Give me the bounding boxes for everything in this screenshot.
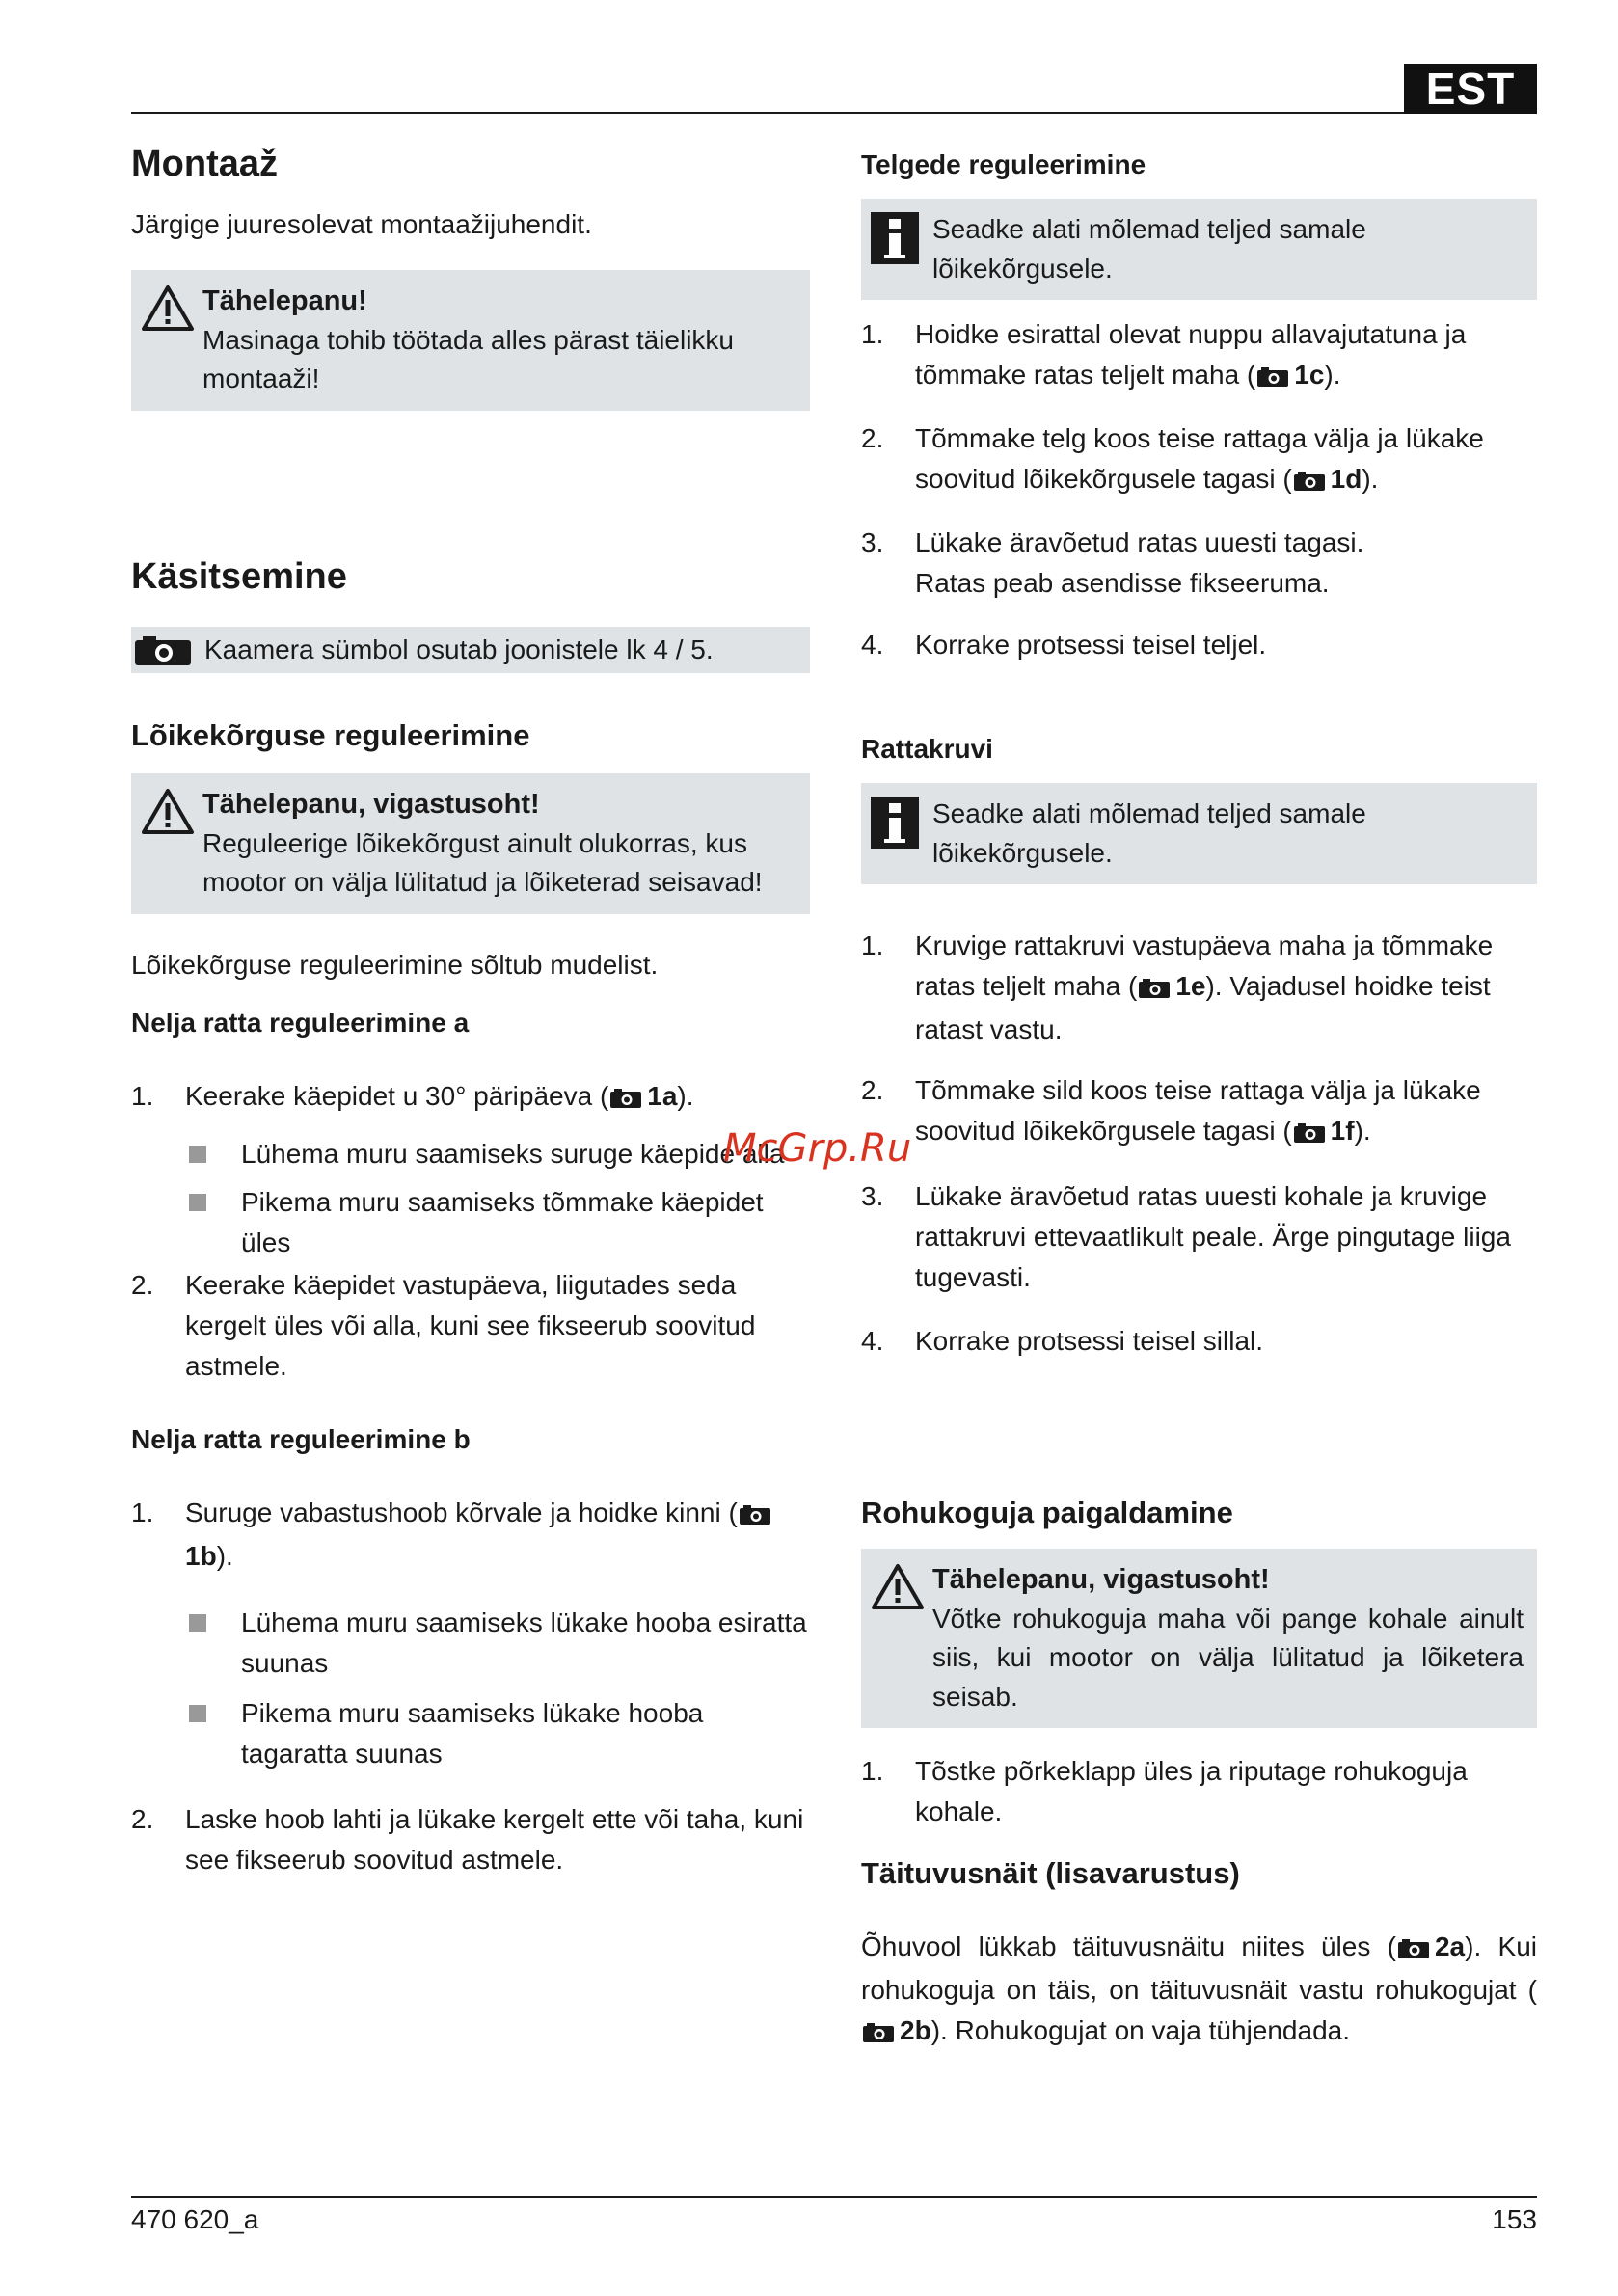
item-text-end: ). xyxy=(1362,464,1379,494)
item-text: Suruge vabastushoob kõrvale ja hoidke kinni ( xyxy=(185,1498,738,1527)
list-item xyxy=(861,625,1537,665)
camera-icon xyxy=(1294,1114,1325,1154)
ratta-title: Rattakruvi xyxy=(861,734,993,764)
item-text: Hoidke esirattal olevat nuppu allavajutatuna ja tõmmake ratas teljelt maha ( xyxy=(915,319,1467,390)
left-column xyxy=(131,135,810,2160)
montaaz-text: Järgige juuresolevat montaažijuhendit. xyxy=(131,209,592,239)
list-item xyxy=(131,1076,810,1120)
camera-icon xyxy=(1398,1930,1429,1970)
subsection-b-title: Nelja ratta reguleerimine b xyxy=(131,1424,471,1454)
figure-ref: 1c xyxy=(1294,360,1325,390)
info-text: Seadke alati mõlemad teljed samale lõikekõrgusele. xyxy=(932,798,1366,868)
item-number: 1. xyxy=(861,931,884,960)
list-item xyxy=(861,314,1537,398)
item-text: Lükake äravõetud ratas uuesti tagasi. Ratas peab asendisse fikseeruma. xyxy=(915,527,1364,598)
list-item xyxy=(861,926,1537,1050)
camera-note-bar xyxy=(131,627,810,673)
language-tag: EST xyxy=(1404,64,1537,114)
item-number: 1. xyxy=(861,319,884,349)
footer-page-number: 153 xyxy=(1492,2204,1537,2234)
camera-icon xyxy=(1139,969,1170,1010)
info-text: Seadke alati mõlemad teljed samale lõikekõrgusele. xyxy=(932,214,1366,284)
list-item xyxy=(131,1799,810,1880)
list-item xyxy=(861,1321,1537,1362)
item-number: 1. xyxy=(131,1081,154,1111)
taitu-title: Täituvusnäit (lisavarustus) xyxy=(861,1856,1240,1890)
taitu-text xyxy=(861,1927,1537,2054)
warning-title: Tähelepanu! xyxy=(202,285,367,316)
camera-icon xyxy=(1257,358,1288,398)
item-number: 1. xyxy=(861,1756,884,1786)
bullet-item xyxy=(131,1693,810,1774)
montaaz-title: Montaaž xyxy=(131,144,278,184)
figure-ref: 1b xyxy=(185,1541,217,1571)
kasitsemine-title: Käsitsemine xyxy=(131,556,347,597)
list-item xyxy=(131,1493,810,1577)
warning-box-montaaz xyxy=(131,270,810,411)
loike-text: Lõikekõrguse reguleerimine sõltub mudelist. xyxy=(131,950,659,980)
warning-text: Reguleerige lõikekõrgust ainult olukorras, kus mootor on välja lülitatud ja lõiketerad seisavad! xyxy=(202,827,763,898)
warning-icon xyxy=(871,1562,925,1615)
camera-note-text: Kaamera sümbol osutab joonistele lk 4 / 5. xyxy=(204,635,714,664)
list-item xyxy=(861,1176,1537,1298)
figure-ref: 2a xyxy=(1434,1931,1466,1961)
camera-icon xyxy=(135,636,191,670)
bullet-item xyxy=(131,1182,810,1263)
camera-icon xyxy=(863,2013,894,2054)
item-text: Tõmmake sild koos teise rattaga välja ja lükake soovitud lõikekõrgusele tagasi ( xyxy=(915,1075,1481,1146)
taitu-text-part: ). Rohukogujat on vaja tühjendada. xyxy=(930,2015,1351,2045)
item-text-end: ). xyxy=(677,1081,694,1111)
figure-ref: 2b xyxy=(900,2015,931,2045)
list-item xyxy=(861,1751,1537,1832)
footer-rule xyxy=(131,2196,1537,2198)
item-number: 4. xyxy=(861,630,884,660)
bullet-square xyxy=(189,1146,206,1163)
item-number: 2. xyxy=(131,1270,154,1300)
item-text: Laske hoob lahti ja lükake kergelt ette või taha, kuni see fikseerub soovitud astmele. xyxy=(185,1804,804,1875)
item-text: Lükake äravõetud ratas uuesti kohale ja kruvige rattakruvi ettevaatlikult peale. Ärge pingutage liiga tugevasti. xyxy=(915,1181,1511,1292)
subsection-a-title: Nelja ratta reguleerimine a xyxy=(131,1008,470,1038)
item-number: 2. xyxy=(131,1804,154,1834)
item-text-end: ). xyxy=(216,1541,233,1571)
section-montaaz xyxy=(131,143,810,187)
bullet-square xyxy=(189,1614,206,1632)
footer-doc-id: 470 620_a xyxy=(131,2204,259,2234)
item-text: Keerake käepidet u 30° päripäeva ( xyxy=(185,1081,609,1111)
camera-icon xyxy=(610,1079,641,1120)
bullet-text: Lühema muru saamiseks suruge käepide alla xyxy=(241,1139,785,1169)
right-column xyxy=(861,135,1537,2160)
warning-icon xyxy=(141,284,195,337)
rohu-title: Rohukoguja paigaldamine xyxy=(861,1496,1233,1529)
warning-box-rohu xyxy=(861,1549,1537,1728)
item-text: Tõstke põrkeklapp üles ja riputage rohukoguja kohale. xyxy=(915,1756,1468,1826)
camera-icon xyxy=(740,1496,770,1536)
warning-icon xyxy=(141,787,195,840)
item-text-end: ). xyxy=(1354,1116,1371,1146)
item-text: Keerake käepidet vastupäeva, liigutades seda kergelt üles või alla, kuni see fikseerub soovitud astmele. xyxy=(185,1270,756,1381)
figure-ref: 1d xyxy=(1330,464,1362,494)
bullet-item xyxy=(131,1134,810,1175)
item-number: 3. xyxy=(861,1181,884,1211)
bullet-square xyxy=(189,1705,206,1722)
item-number: 4. xyxy=(861,1326,884,1356)
item-text: Korrake protsessi teisel sillal. xyxy=(915,1326,1264,1356)
figure-ref: 1e xyxy=(1175,971,1206,1001)
bullet-item xyxy=(131,1603,810,1684)
taitu-text-part: ). Kui rohukoguja on täis, on täituvusnäit vastu rohukogujat ( xyxy=(861,1931,1537,2005)
list-item xyxy=(861,523,1537,604)
header-rule xyxy=(131,112,1537,114)
watermark: McGrp.Ru xyxy=(723,1126,912,1171)
bullet-square xyxy=(189,1194,206,1211)
camera-icon xyxy=(1294,462,1325,502)
figure-ref: 1f xyxy=(1330,1116,1355,1146)
item-number: 2. xyxy=(861,423,884,453)
bullet-text: Lühema muru saamiseks lükake hooba esiratta suunas xyxy=(241,1607,807,1678)
item-text-end: ). Vajadusel hoidke teist ratast vastu. xyxy=(915,971,1491,1044)
bullet-text: Pikema muru saamiseks lükake hooba tagaratta suunas xyxy=(241,1698,704,1769)
warning-text: Võtke rohukoguja maha või pange kohale ainult siis, kui mootor on välja lülitatud ja lõiketera seisab. xyxy=(932,1603,1524,1712)
telg-title: Telgede reguleerimine xyxy=(861,149,1146,179)
item-number: 1. xyxy=(131,1498,154,1527)
list-item xyxy=(861,1070,1537,1154)
item-text-end: ). xyxy=(1324,360,1341,390)
warning-title: Tähelepanu, vigastusoht! xyxy=(202,789,540,820)
list-item xyxy=(861,419,1537,502)
taitu-text-part: Õhuvool lükkab täituvusnäitu niites üles ( xyxy=(861,1931,1396,1961)
item-text: Korrake protsessi teisel teljel. xyxy=(915,630,1267,660)
item-text: Kruvige rattakruvi vastupäeva maha ja tõmmake ratas teljelt maha ( xyxy=(915,931,1494,1001)
info-icon xyxy=(871,212,919,269)
info-icon xyxy=(871,797,919,853)
item-text: Tõmmake telg koos teise rattaga välja ja lükake soovitud lõikekõrgusele tagasi ( xyxy=(915,423,1484,494)
list-item xyxy=(131,1265,810,1387)
info-box-telg xyxy=(861,199,1537,300)
bullet-text: Pikema muru saamiseks tõmmake käepidet üles xyxy=(241,1187,764,1257)
loike-title: Lõikekõrguse reguleerimine xyxy=(131,718,530,752)
info-box-ratta xyxy=(861,783,1537,884)
warning-box-loike xyxy=(131,773,810,914)
warning-title: Tähelepanu, vigastusoht! xyxy=(932,1564,1270,1595)
item-number: 3. xyxy=(861,527,884,557)
warning-text: Masinaga tohib töötada alles pärast täielikku montaaži! xyxy=(202,324,735,394)
item-number: 2. xyxy=(861,1075,884,1105)
figure-ref: 1a xyxy=(647,1081,678,1111)
